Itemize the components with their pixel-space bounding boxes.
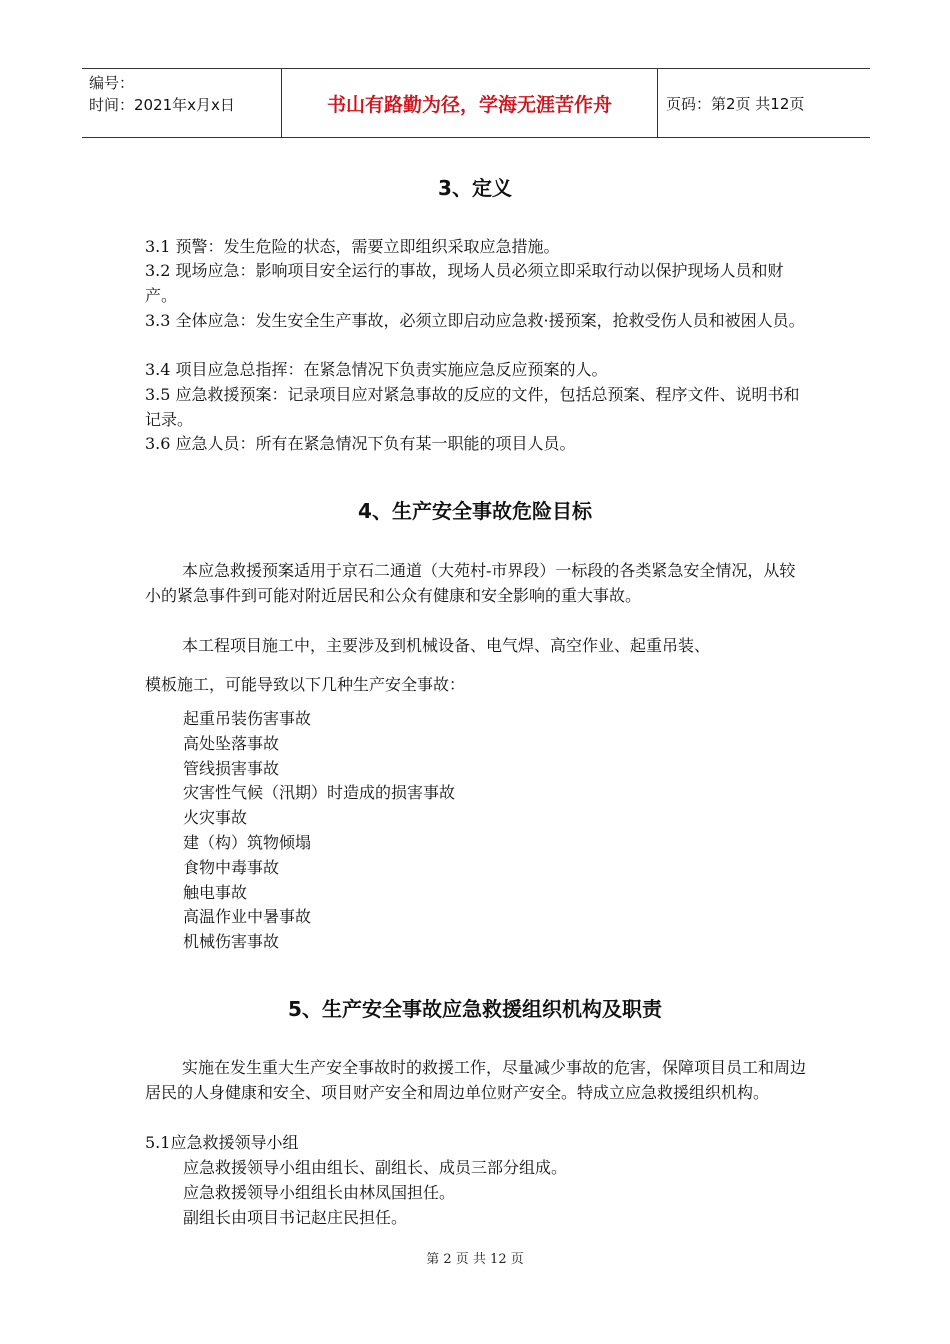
section-5-line-3: 副组长由项目书记赵庄民担任。 [183, 1208, 408, 1227]
accident-list [183, 707, 455, 955]
section-5-line-2: 应急救援领导小组组长由林凤国担任。 [183, 1183, 456, 1202]
document-date: 时间：2021年x月x日 [89, 96, 235, 114]
subsection-5-1-title: 5.1应急救援领导小组 [145, 1133, 299, 1152]
section-4-paragraph-2-line-1: 本工程项目施工中，主要涉及到机械设备、电气焊、高空作业、起重吊装、 [182, 636, 711, 655]
definition-3-6: 3.6 应急人员：所有在紧急情况下负有某一职能的项目人员。 [145, 434, 576, 453]
definition-3-2: 3.2 现场应急：影响项目安全运行的事故，现场人员必须立即采取行动以保护现场人员和财产。 [145, 261, 784, 305]
section-4-paragraph-2-line-2: 模板施工，可能导致以下几种生产安全事故： [145, 675, 466, 694]
header-meta-cell [82, 69, 282, 137]
accident-item: 建（构）筑物倾塌 [183, 832, 312, 852]
header-table [82, 68, 870, 138]
page-footer: 第 2 页 共 12 页 [426, 1252, 524, 1267]
accident-item: 高温作业中暑事故 [183, 907, 312, 927]
section-4-title: 4、生产安全事故危险目标 [358, 499, 592, 523]
accident-item: 高处坠落事故 [183, 733, 280, 753]
accident-item: 火灾事故 [183, 808, 248, 828]
accident-item: 灾害性气候（汛期）时造成的损害事故 [183, 783, 456, 803]
definition-3-3: 3.3 全体应急：发生安全生产事故，必须立即启动应急救·援预案，抢救受伤人员和被困人员。 [145, 311, 805, 330]
accident-item: 管线损害事故 [183, 758, 280, 778]
definition-3-4: 3.4 项目应急总指挥：在紧急情况下负责实施应急反应预案的人。 [145, 360, 608, 379]
section-4-paragraph-1: 本应急救援预案适用于京石二通道（大苑村-市界段）一标段的各类紧急安全情况，从较小的紧急事件到可能对附近居民和公众有健康和安全影响的重大事故。 [145, 561, 796, 605]
accident-item: 机械伤害事故 [183, 932, 280, 952]
section-5-line-1: 应急救援领导小组由组长、副组长、成员三部分组成。 [183, 1158, 568, 1177]
section-5-title: 5、生产安全事故应急救援组织机构及职责 [288, 997, 662, 1021]
accident-item: 触电事故 [183, 882, 248, 902]
definition-3-1: 3.1 预警：发生危险的状态，需要立即组织采取应急措施。 [145, 237, 560, 256]
definition-3-5: 3.5 应急救援预案：记录项目应对紧急事故的反应的文件，包括总预案、程序文件、说明书和记录。 [145, 385, 800, 429]
section-5-paragraph-1: 实施在发生重大生产安全事故时的救援工作，尽量减少事故的危害，保障项目员工和周边居民的人身健康和安全、项目财产安全和周边单位财产安全。特成立应急救援组织机构。 [145, 1058, 807, 1102]
accident-item: 起重吊装伤害事故 [183, 709, 312, 728]
document-number: 编号： [89, 74, 135, 92]
section-3-title: 3、定义 [438, 176, 512, 200]
header-page-number: 页码：第2页 共12页 [666, 94, 805, 113]
header-motto: 书山有路勤为径，学海无涯苦作舟 [282, 69, 658, 137]
accident-item: 食物中毒事故 [183, 857, 280, 877]
